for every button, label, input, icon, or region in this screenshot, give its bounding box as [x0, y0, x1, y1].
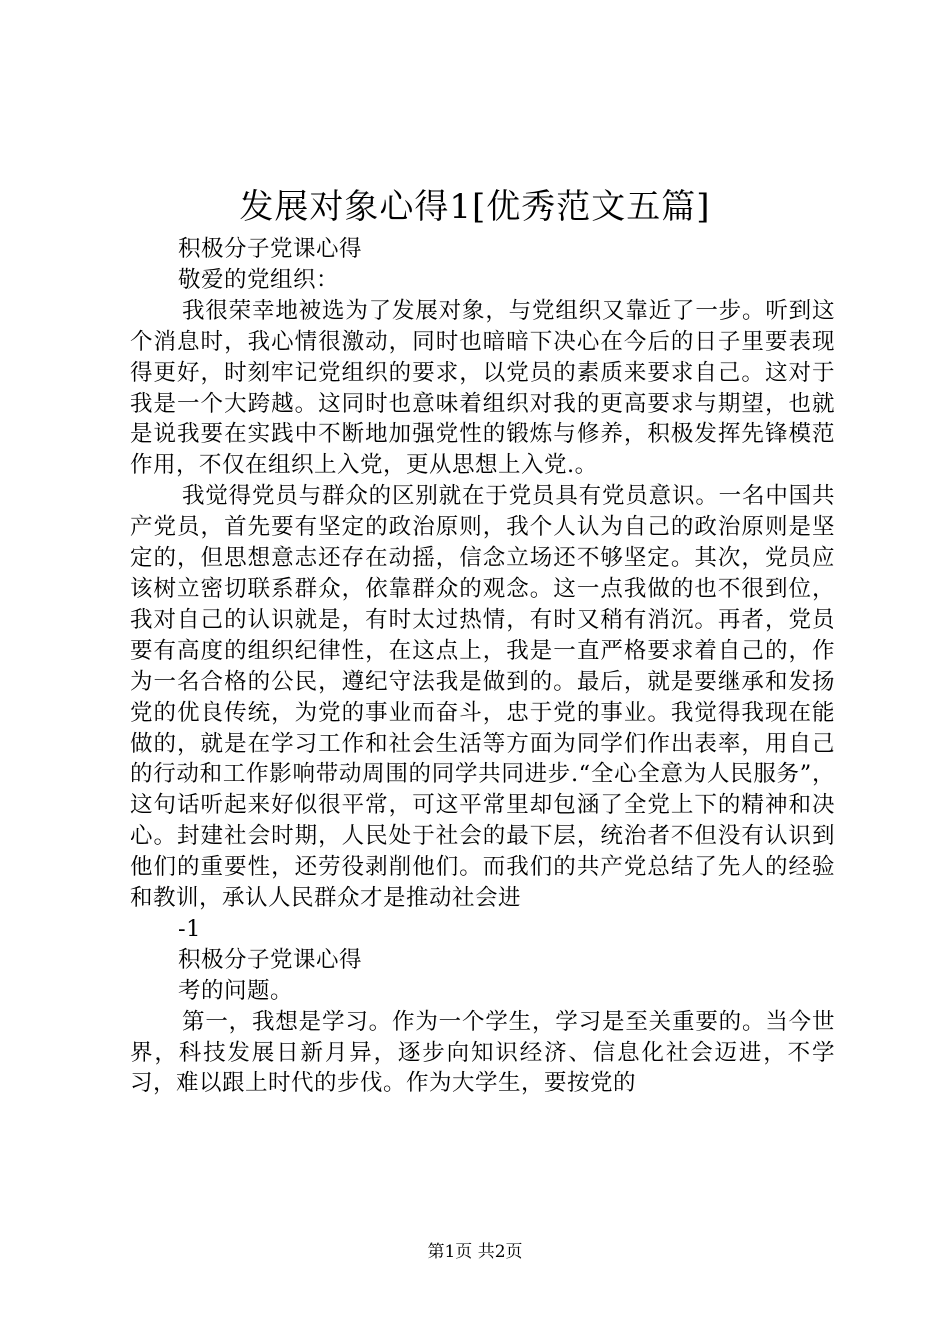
paragraph: 我觉得党员与群众的区别就在于党员具有党员意识。一名中国共产党员，首先要有坚定的政治原则，我个人认为自己的政治原则是坚定的，但思想意志还存在动摇，信念立场还不够坚定。其次，党员应该树立密切联系群众，依靠群众的观念。这一点我做的也不很到位，我对自己的认识就是，有时太过热情，有时又稍有消沉。再者，党员要有高度的组织纪律性，在这点上，我是一直严格要求着自己的，作为一名合格的公民，遵纪守法我是做到的。最后，就是要继承和发扬党的优良传统，为党的事业而奋斗，忠于党的事业。我觉得我现在能做的，就是在学习工作和社会生活等方面为同学们作出表率，用自己的行动和工作影响带动周围的同学共同进步.“全心全意为人民服务”，这句话听起来好似很平常，可这平常里却包涵了全党上下的精神和决心。封建社会时期，人民处于社会的最下层，统治者不但没有认识到他们的重要性，还劳役剥削他们。而我们的共产党总结了先人的经验和教训，承认人民群众才是推动社会进	[130, 483, 835, 912]
paragraph: 第一，我想是学习。作为一个学生，学习是至关重要的。当今世界，科技发展日新月异，逐步向知识经济、信息化社会迈进，不学习，难以跟上时代的步伐。作为大学生，要按党的	[130, 1008, 835, 1097]
page-marker: -1	[178, 915, 201, 942]
document-title: 发展对象心得1[优秀范文五篇]	[239, 187, 711, 227]
page-footer: 第1页 共2页	[427, 1242, 523, 1262]
section-heading: 积极分子党课心得	[178, 946, 363, 973]
section-heading: 积极分子党课心得	[178, 236, 363, 262]
paragraph-line: 考的问题。	[178, 977, 294, 1004]
paragraph: 我很荣幸地被选为了发展对象，与党组织又靠近了一步。听到这个消息时，我心情很激动，同时也暗暗下决心在今后的日子里要表现得更好，时刻牢记党组织的要求，以党员的素质来要求自己。这对于我是一个大跨越。这同时也意味着组织对我的更高要求与期望，也就是说我要在实践中不断地加强党性的锻炼与修养，积极发挥先锋模范作用，不仅在组织上入党，更从思想上入党.。	[130, 297, 835, 479]
salutation: 敬爱的党组织：	[178, 266, 340, 293]
document-body	[130, 234, 835, 1099]
